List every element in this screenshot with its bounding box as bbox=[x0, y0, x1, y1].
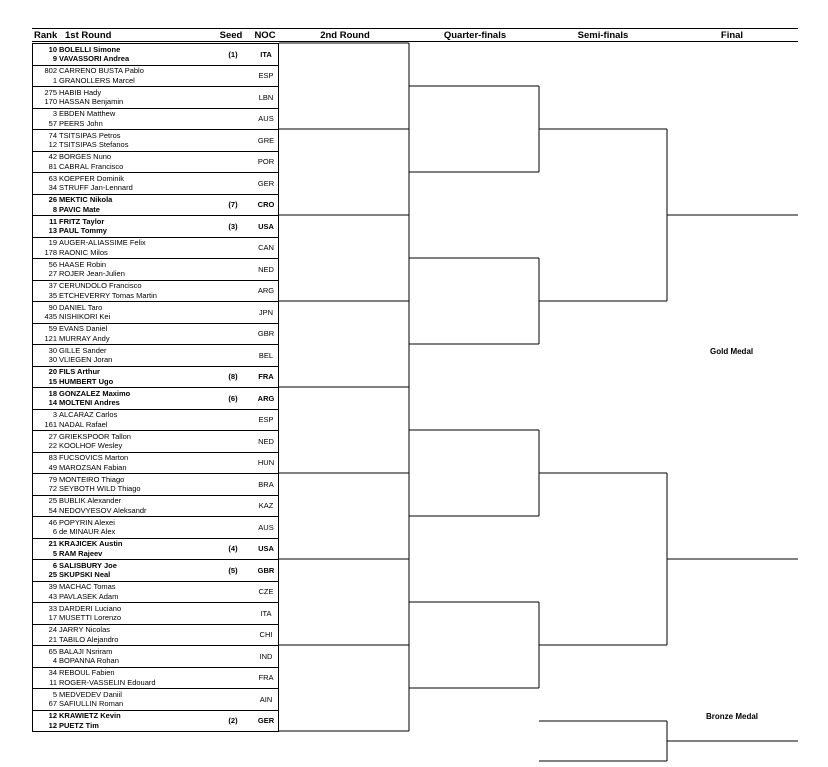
noc-code: ARG bbox=[257, 286, 275, 295]
noc-code: HUN bbox=[257, 458, 275, 467]
player-rank: 25 bbox=[48, 496, 57, 505]
player-rank: 33 bbox=[48, 603, 57, 613]
noc-code: USA bbox=[258, 221, 274, 231]
player-rank: 12 bbox=[48, 711, 57, 720]
player-rank: 435 bbox=[44, 312, 57, 321]
player-rank: 1 bbox=[52, 75, 57, 85]
noc-code: ARG bbox=[257, 393, 275, 403]
player-name: NADAL Rafael bbox=[59, 419, 108, 429]
header-quarter-finals: Quarter-finals bbox=[443, 30, 507, 41]
player-name: REBOUL Fabien bbox=[59, 668, 115, 677]
header-final: Final bbox=[720, 30, 744, 41]
player-rank: 170 bbox=[44, 97, 57, 106]
player-name: MONTEIRO Thiago bbox=[59, 474, 125, 484]
player-rank: 56 bbox=[48, 259, 57, 269]
player-name: ALCARAZ Carlos bbox=[59, 410, 118, 419]
noc-code: CZE bbox=[258, 587, 274, 596]
player-rank: 802 bbox=[44, 66, 57, 75]
noc-code: LBN bbox=[258, 92, 274, 102]
player-name: ETCHEVERRY Tomas Martin bbox=[59, 290, 157, 300]
player-rank: 34 bbox=[48, 668, 57, 677]
player-rank: 161 bbox=[44, 419, 57, 429]
player-rank: 5 bbox=[52, 548, 57, 558]
player-rank: 83 bbox=[48, 453, 57, 462]
player-rank: 57 bbox=[48, 118, 57, 128]
noc-code: GBR bbox=[257, 329, 275, 338]
noc-code: ITA bbox=[260, 608, 272, 618]
player-rank: 39 bbox=[48, 582, 57, 591]
player-rank: 13 bbox=[48, 226, 57, 235]
player-name: DANIEL Taro bbox=[59, 302, 103, 312]
player-rank: 5 bbox=[52, 689, 57, 699]
player-name: CERUNDOLO Francisco bbox=[59, 281, 142, 290]
player-name: BALAJI Nsriram bbox=[59, 646, 113, 656]
noc-code: FRA bbox=[258, 372, 274, 381]
player-rank: 11 bbox=[49, 677, 57, 687]
player-rank: 19 bbox=[48, 238, 57, 247]
player-name: TSITSIPAS Stefanos bbox=[59, 140, 129, 149]
player-name: DARDERI Luciano bbox=[59, 603, 122, 613]
player-rank: 3 bbox=[52, 109, 57, 118]
player-rank: 9 bbox=[52, 54, 57, 63]
player-rank: 121 bbox=[44, 333, 57, 343]
player-name: PEERS John bbox=[59, 118, 103, 128]
player-rank: 79 bbox=[48, 474, 57, 484]
player-name: EVANS Daniel bbox=[59, 324, 108, 333]
player-name: KOOLHOF Wesley bbox=[59, 441, 123, 450]
noc-code: CHI bbox=[259, 630, 273, 639]
player-name: de MINAUR Alex bbox=[59, 527, 116, 536]
player-name: CARRENO BUSTA Pablo bbox=[59, 66, 144, 75]
player-name: BORGES Nuno bbox=[59, 152, 112, 161]
noc-code: FRA bbox=[258, 673, 274, 682]
player-name: RAONIC Milos bbox=[59, 247, 108, 257]
player-name: BOPANNA Rohan bbox=[59, 656, 119, 665]
noc-code: GER bbox=[257, 716, 275, 725]
header-seed: Seed bbox=[219, 30, 243, 41]
player-name: MUSETTI Lorenzo bbox=[59, 613, 122, 622]
player-name: NISHIKORI Kei bbox=[59, 312, 111, 321]
player-rank: 72 bbox=[48, 484, 57, 493]
player-rank: 275 bbox=[44, 87, 57, 97]
player-name: TABILO Alejandro bbox=[59, 634, 119, 644]
player-rank: 37 bbox=[48, 281, 57, 290]
player-rank: 17 bbox=[48, 613, 57, 622]
player-rank: 65 bbox=[48, 646, 57, 656]
seed-value: (5) bbox=[228, 565, 238, 575]
seed-value: (8) bbox=[228, 372, 238, 381]
player-name: SALISBURY Joe bbox=[59, 560, 117, 570]
player-name: HABIB Hady bbox=[59, 87, 102, 97]
player-name: GONZALEZ Maximo bbox=[59, 388, 131, 398]
noc-code: CAN bbox=[258, 243, 274, 252]
player-rank: 25 bbox=[48, 570, 57, 579]
player-rank: 42 bbox=[48, 152, 57, 161]
player-rank: 27 bbox=[48, 269, 57, 278]
player-rank: 18 bbox=[48, 388, 57, 398]
player-name: VLIEGEN Joran bbox=[59, 355, 113, 364]
player-rank: 27 bbox=[48, 431, 57, 441]
player-rank: 178 bbox=[44, 247, 57, 257]
player-name: HUMBERT Ugo bbox=[59, 376, 114, 386]
seed-value: (7) bbox=[228, 200, 238, 209]
player-rank: 10 bbox=[48, 44, 57, 54]
noc-code: BEL bbox=[258, 350, 274, 360]
noc-code: POR bbox=[257, 157, 275, 166]
player-rank: 8 bbox=[52, 204, 57, 214]
noc-code: AUS bbox=[258, 522, 274, 532]
player-name: MAROZSAN Fabian bbox=[59, 462, 127, 472]
player-rank: 43 bbox=[48, 591, 57, 601]
player-name: ROGER-VASSELIN Edouard bbox=[59, 677, 156, 687]
player-rank: 12 bbox=[48, 140, 57, 149]
player-name: SEYBOTH WILD Thiago bbox=[59, 484, 141, 493]
player-name: VAVASSORI Andrea bbox=[59, 54, 130, 63]
player-name: PAVIC Mate bbox=[59, 204, 100, 214]
player-rank: 59 bbox=[48, 324, 57, 333]
player-rank: 11 bbox=[49, 216, 57, 226]
player-rank: 4 bbox=[52, 656, 57, 665]
bronze-medal-label: Bronze Medal bbox=[706, 712, 759, 721]
player-name: MACHAC Tomas bbox=[59, 582, 116, 591]
seed-value: (2) bbox=[228, 716, 238, 725]
player-rank: 90 bbox=[48, 302, 57, 312]
player-name: EBDEN Matthew bbox=[59, 109, 116, 118]
header-rank: Rank bbox=[34, 30, 58, 41]
player-name: FRITZ Taylor bbox=[59, 216, 105, 226]
player-name: SKUPSKI Neal bbox=[59, 570, 111, 579]
header-semi-finals: Semi-finals bbox=[577, 30, 629, 41]
noc-code: ESP bbox=[258, 415, 274, 424]
noc-code: BRA bbox=[258, 479, 274, 489]
player-name: HASSAN Benjamin bbox=[59, 97, 124, 106]
noc-code: NED bbox=[258, 264, 274, 274]
player-name: MEDVEDEV Daniil bbox=[59, 689, 122, 699]
player-rank: 22 bbox=[48, 441, 57, 450]
player-name: GRANOLLERS Marcel bbox=[59, 75, 135, 85]
player-name: PAUL Tommy bbox=[59, 226, 107, 235]
player-name: FUCSOVICS Marton bbox=[59, 453, 129, 462]
player-name: AUGER-ALIASSIME Felix bbox=[59, 238, 146, 247]
player-name: HAASE Robin bbox=[59, 259, 107, 269]
player-name: MURRAY Andy bbox=[59, 333, 110, 343]
noc-code: GER bbox=[257, 178, 275, 188]
noc-code: USA bbox=[258, 544, 274, 553]
player-rank: 21 bbox=[48, 634, 57, 644]
player-name: BOLELLI Simone bbox=[59, 44, 121, 54]
player-rank: 30 bbox=[48, 355, 57, 364]
player-name: KOEPFER Dominik bbox=[59, 173, 125, 183]
player-rank: 24 bbox=[48, 625, 57, 634]
player-name: CABRAL Francisco bbox=[59, 161, 124, 171]
header-noc: NOC bbox=[254, 30, 276, 41]
player-name: RAM Rajeev bbox=[59, 548, 103, 558]
player-rank: 21 bbox=[48, 539, 57, 548]
noc-code: ITA bbox=[260, 49, 272, 59]
player-name: ROJER Jean-Julien bbox=[59, 269, 125, 278]
player-name: GILLE Sander bbox=[59, 345, 107, 355]
noc-code: CRO bbox=[257, 200, 275, 209]
player-name: BUBLIK Alexander bbox=[59, 496, 122, 505]
player-rank: 67 bbox=[48, 699, 57, 708]
player-name: NEDOVYESOV Aleksandr bbox=[59, 505, 147, 515]
seed-value: (6) bbox=[228, 393, 238, 403]
player-name: STRUFF Jan-Lennard bbox=[59, 183, 133, 192]
player-rank: 46 bbox=[48, 517, 57, 527]
player-name: FILS Arthur bbox=[59, 367, 100, 376]
player-rank: 30 bbox=[48, 345, 57, 355]
player-name: KRAWIETZ Kevin bbox=[59, 711, 121, 720]
noc-code: GBR bbox=[257, 565, 275, 575]
player-rank: 6 bbox=[52, 560, 57, 570]
player-rank: 26 bbox=[48, 195, 57, 204]
player-rank: 35 bbox=[48, 290, 57, 300]
seed-value: (3) bbox=[228, 221, 238, 231]
player-name: KRAJICEK Austin bbox=[59, 539, 123, 548]
header-first-round: 1st Round bbox=[65, 30, 112, 41]
player-name: GRIEKSPOOR Tallon bbox=[59, 431, 131, 441]
player-rank: 49 bbox=[48, 462, 57, 472]
noc-code: AIN bbox=[259, 694, 273, 704]
gold-medal-label: Gold Medal bbox=[710, 347, 754, 356]
player-name: PUETZ Tim bbox=[59, 720, 99, 730]
player-rank: 63 bbox=[48, 173, 57, 183]
player-name: PAVLASEK Adam bbox=[59, 591, 119, 601]
noc-code: KAZ bbox=[258, 501, 274, 510]
player-rank: 20 bbox=[48, 367, 57, 376]
noc-code: JPN bbox=[258, 307, 274, 317]
player-rank: 12 bbox=[48, 720, 57, 730]
player-name: MOLTENI Andres bbox=[59, 398, 120, 407]
player-rank: 6 bbox=[52, 527, 57, 536]
noc-code: AUS bbox=[258, 114, 274, 123]
noc-code: ESP bbox=[258, 71, 274, 80]
player-name: JARRY Nicolas bbox=[59, 625, 110, 634]
player-name: SAFIULLIN Roman bbox=[59, 699, 124, 708]
seed-value: (4) bbox=[228, 544, 238, 553]
noc-code: NED bbox=[258, 436, 274, 446]
player-rank: 3 bbox=[52, 410, 57, 419]
player-rank: 81 bbox=[48, 161, 57, 171]
player-name: POPYRIN Alexei bbox=[59, 517, 115, 527]
player-rank: 14 bbox=[48, 398, 57, 407]
player-rank: 34 bbox=[48, 183, 57, 192]
header-second-round: 2nd Round bbox=[320, 30, 370, 41]
player-name: TSITSIPAS Petros bbox=[59, 130, 121, 140]
noc-code: GRE bbox=[257, 135, 275, 145]
noc-code: IND bbox=[259, 651, 273, 661]
player-rank: 15 bbox=[48, 376, 57, 386]
player-rank: 54 bbox=[48, 505, 57, 515]
seed-value: (1) bbox=[228, 49, 238, 59]
player-name: MEKTIC Nikola bbox=[59, 195, 113, 204]
player-rank: 74 bbox=[48, 130, 57, 140]
